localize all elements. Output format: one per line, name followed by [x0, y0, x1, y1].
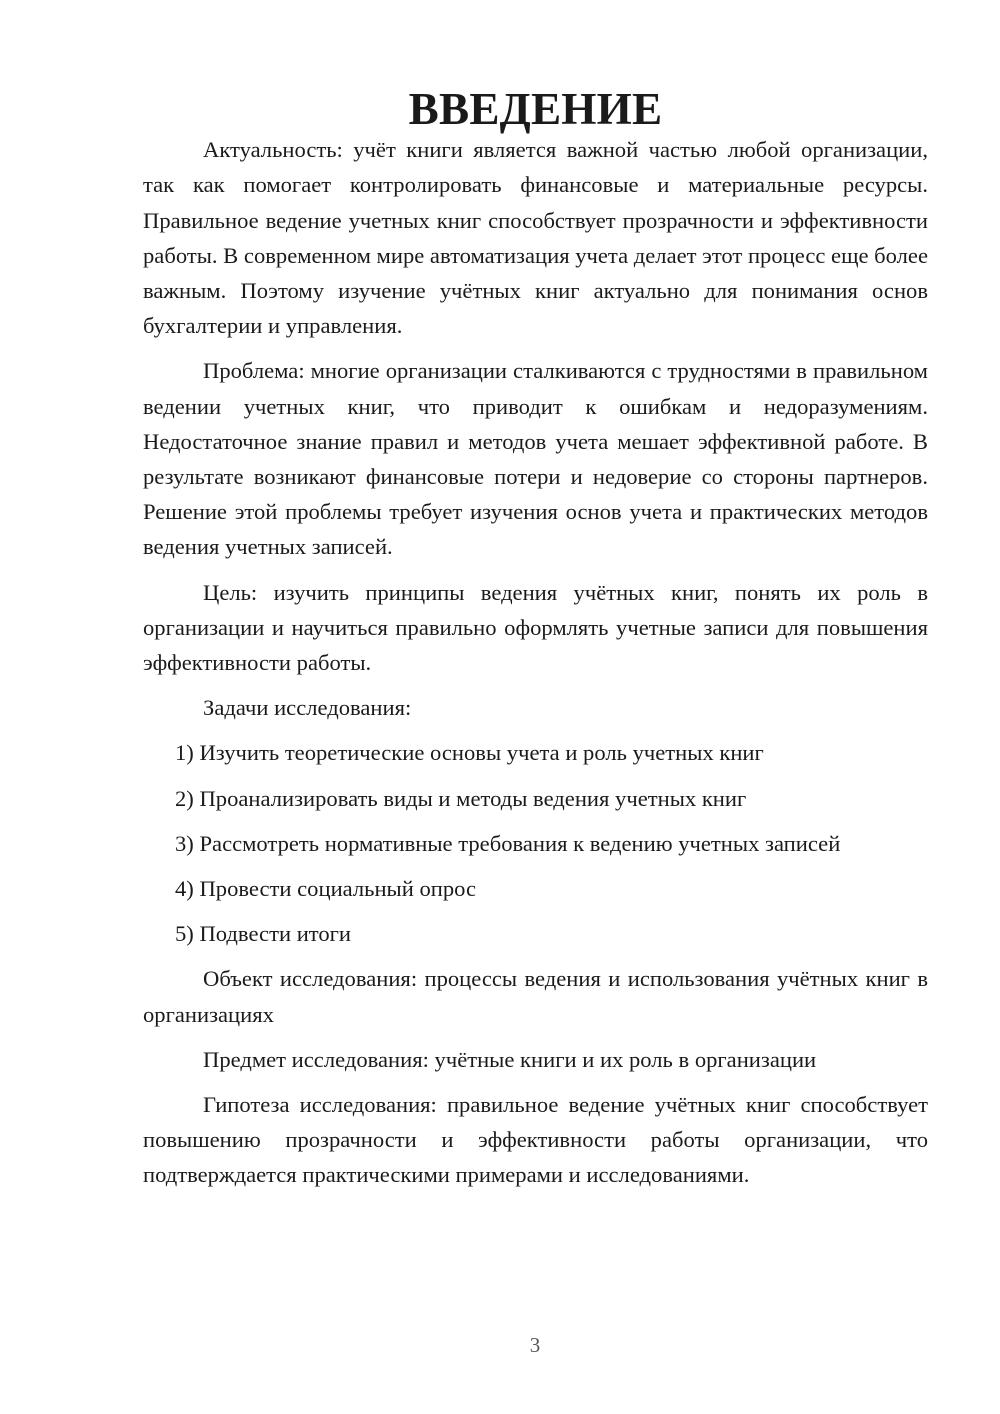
relevance-paragraph: Актуальность: учёт книги является важной частью любой организации, так как помогает контролировать финансовые и материальные ресурсы. Правильное ведение учетных книг способствует прозрачности и эффективности работы. В современном мире автоматизация учета делает этот процесс еще более важным. Поэтому изучение учётных книг актуально для понимания основ бухгалтерии и управления. [143, 137, 928, 339]
document-page [143, 84, 928, 1203]
task-item: 3) Рассмотреть нормативные требования к ведению учетных записей [175, 830, 841, 856]
problem-paragraph: Проблема: многие организации сталкиваются с трудностями в правильном ведении учетных книг, что приводит к ошибкам и недоразумениям. Недостаточное знание правил и методов учета мешает эффективной работе. В результате возникают финансовые потери и недоверие со стороны партнеров. Решение этой проблемы требует изучения основ учета и практических методов ведения учетных записей. [143, 358, 928, 560]
tasks-list [143, 735, 928, 951]
page-title: ВВЕДЕНИЕ [408, 84, 663, 134]
task-item: 2) Проанализировать виды и методы ведения учетных книг [175, 785, 747, 811]
tasks-heading: Задачи исследования: [203, 695, 412, 721]
goal-paragraph: Цель: изучить принципы ведения учётных книг, понять их роль в организации и научиться правильно оформлять учетные записи для повышения эффективности работы. [143, 579, 928, 676]
object-paragraph: Объект исследования: процессы ведения и использования учётных книг в организациях [143, 966, 928, 1027]
task-item: 1) Изучить теоретические основы учета и роль учетных книг [175, 740, 764, 766]
subject-paragraph: Предмет исследования: учётные книги и их роль в организации [203, 1046, 817, 1072]
hypothesis-paragraph: Гипотеза исследования: правильное ведение учётных книг способствует повышению прозрачности и эффективности работы организации, что подтверждается практическими примерами и исследованиями. [143, 1092, 928, 1188]
task-item: 5) Подвести итоги [175, 921, 352, 947]
page-number: 3 [529, 1333, 541, 1357]
task-item: 4) Провести социальный опрос [175, 876, 477, 902]
